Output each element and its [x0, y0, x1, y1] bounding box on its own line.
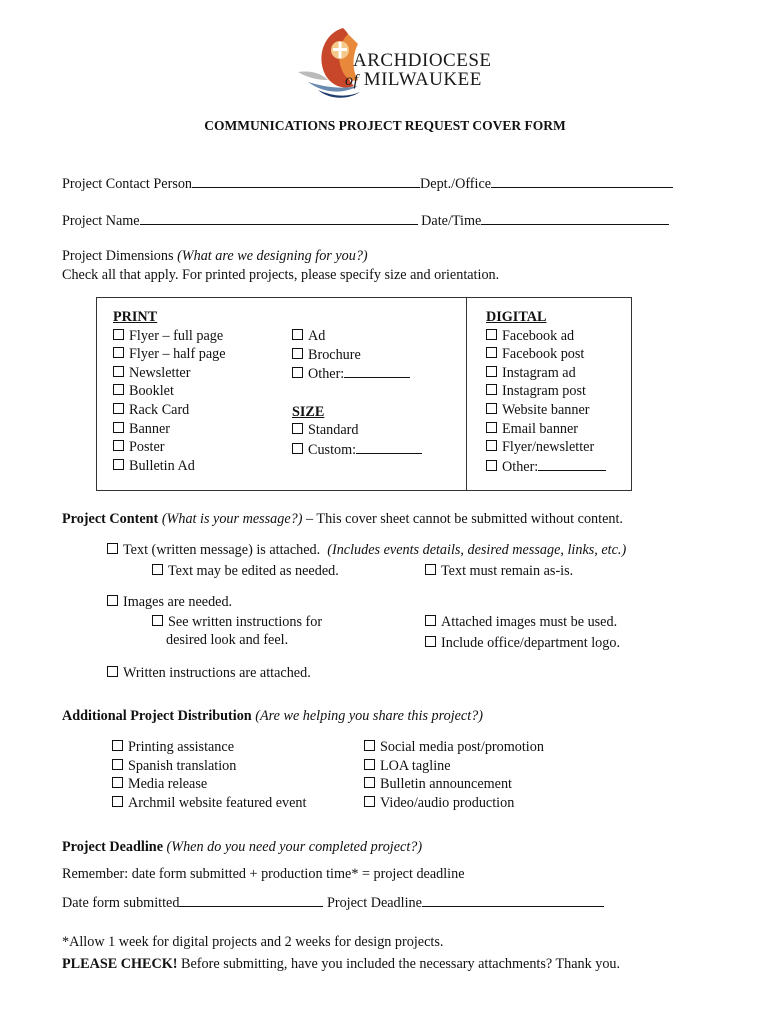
checkbox-icon[interactable]	[486, 329, 497, 340]
text-edited-item[interactable]: Text may be edited as needed.	[152, 563, 339, 580]
project-name-label: Project Name	[62, 213, 140, 229]
images-needed-item[interactable]: Images are needed.	[107, 594, 232, 611]
checkbox-item[interactable]: Archmil website featured event	[112, 794, 306, 813]
checkbox-icon[interactable]	[486, 403, 497, 414]
checkbox-item[interactable]: Facebook post	[486, 345, 606, 364]
project-name-field[interactable]	[140, 211, 418, 225]
checkbox-icon[interactable]	[364, 777, 375, 788]
date-submitted-field[interactable]	[179, 893, 323, 907]
checkbox-icon[interactable]	[112, 777, 123, 788]
checkbox-icon[interactable]	[113, 403, 124, 414]
checkbox-icon[interactable]	[112, 796, 123, 807]
checkbox-icon[interactable]	[364, 740, 375, 751]
checkbox-icon[interactable]	[364, 796, 375, 807]
distribution-left	[112, 738, 306, 812]
checkbox-item[interactable]: Facebook ad	[486, 327, 606, 346]
checkbox-icon[interactable]	[486, 384, 497, 395]
checkbox-item[interactable]: Booklet	[113, 382, 226, 401]
deadline-row	[62, 893, 604, 912]
checkbox-item[interactable]: Brochure	[292, 346, 422, 365]
checkbox-item[interactable]: Flyer – full page	[113, 327, 226, 346]
checkbox-icon[interactable]	[292, 367, 303, 378]
checkbox-item[interactable]: Flyer/newsletter	[486, 438, 606, 457]
checkbox-icon[interactable]	[107, 595, 118, 606]
date-submitted-label: Date form submitted	[62, 895, 180, 911]
checkbox-item[interactable]: Instagram ad	[486, 364, 606, 383]
content-heading: Project Content (What is your message?) – This cover sheet cannot be submitted without content.	[62, 511, 623, 527]
checkbox-icon[interactable]	[486, 347, 497, 358]
print-heading: PRINT	[113, 309, 158, 325]
project-deadline-label: Project Deadline	[326, 895, 422, 911]
checkbox-icon[interactable]	[113, 347, 124, 358]
print-column	[113, 308, 226, 475]
checkbox-item[interactable]: Ad	[292, 327, 422, 346]
dept-office-field[interactable]	[491, 174, 673, 188]
distribution-heading: Additional Project Distribution (Are we helping you share this project?)	[62, 708, 483, 724]
checkbox-icon[interactable]	[364, 759, 375, 770]
size-heading: SIZE	[292, 403, 325, 420]
logo-line2: of MILWAUKEE	[345, 69, 482, 90]
attached-images-item[interactable]: Attached images must be used.	[425, 614, 617, 631]
dept-office-label: Dept./Office	[420, 176, 492, 192]
checkbox-item[interactable]: Bulletin Ad	[113, 457, 226, 476]
checkbox-icon[interactable]	[113, 440, 124, 451]
checkbox-icon[interactable]	[486, 460, 497, 471]
checkbox-item[interactable]: Instagram post	[486, 382, 606, 401]
box-divider	[466, 297, 467, 490]
see-instructions-item[interactable]: See written instructions for	[152, 614, 322, 631]
checkbox-item[interactable]: Media release	[112, 775, 306, 794]
see-instructions-line2: desired look and feel.	[166, 632, 289, 648]
please-check-note: PLEASE CHECK! Before submitting, have you included the necessary attachments? Thank you.	[62, 956, 621, 972]
remember-text: Remember: date form submitted + production time* = project deadline	[62, 866, 465, 882]
checkbox-icon[interactable]	[107, 543, 118, 554]
digital-heading: DIGITAL	[486, 309, 547, 325]
checkbox-item[interactable]: Other:	[486, 457, 606, 477]
date-time-field[interactable]	[481, 211, 669, 225]
contact-person-field[interactable]	[192, 174, 420, 188]
text-attached-item[interactable]: Text (written message) is attached. (Includes events details, desired message, links, etc.)	[107, 542, 626, 559]
include-logo-item[interactable]: Include office/department logo.	[425, 635, 620, 652]
checkbox-icon[interactable]	[292, 443, 303, 454]
checkbox-icon[interactable]	[112, 740, 123, 751]
checkbox-icon[interactable]	[113, 422, 124, 433]
checkbox-icon[interactable]	[425, 615, 436, 626]
dimensions-heading: Project Dimensions (What are we designing for you?)	[62, 248, 368, 264]
contact-person-label: Project Contact Person	[62, 176, 193, 192]
dimensions-instruction: Check all that apply. For printed projects, please specify size and orientation.	[62, 267, 500, 283]
custom-size-field[interactable]	[356, 440, 422, 454]
checkbox-icon[interactable]	[486, 366, 497, 377]
checkbox-item[interactable]: Printing assistance	[112, 738, 306, 757]
checkbox-item[interactable]: Video/audio production	[364, 794, 544, 813]
checkbox-icon[interactable]	[152, 564, 163, 575]
checkbox-icon[interactable]	[292, 348, 303, 359]
checkbox-icon[interactable]	[113, 384, 124, 395]
print-column-2	[292, 327, 422, 460]
checkbox-icon[interactable]	[113, 459, 124, 470]
contact-person-row	[62, 174, 673, 193]
checkbox-item[interactable]: Banner	[113, 420, 226, 439]
checkbox-icon[interactable]	[113, 329, 124, 340]
checkbox-item[interactable]: Standard	[292, 421, 422, 440]
logo-line1: ARCHDIOCESE	[353, 50, 492, 71]
checkbox-icon[interactable]	[112, 759, 123, 770]
distribution-right	[364, 738, 544, 812]
checkbox-item[interactable]: Custom:	[292, 440, 422, 460]
digital-column	[486, 308, 606, 476]
checkbox-item[interactable]: Newsletter	[113, 364, 226, 383]
checkbox-item[interactable]: Rack Card	[113, 401, 226, 420]
checkbox-item[interactable]: Social media post/promotion	[364, 738, 544, 757]
checkbox-icon[interactable]	[292, 329, 303, 340]
form-title: COMMUNICATIONS PROJECT REQUEST COVER FORM	[204, 118, 566, 133]
checkbox-item[interactable]: Email banner	[486, 420, 606, 439]
allow-note: *Allow 1 week for digital projects and 2 weeks for design projects.	[62, 934, 444, 950]
written-attached-item[interactable]: Written instructions are attached.	[107, 665, 311, 682]
checkbox-icon[interactable]	[113, 366, 124, 377]
checkbox-item[interactable]: Poster	[113, 438, 226, 457]
checkbox-item[interactable]: Bulletin announcement	[364, 775, 544, 794]
checkbox-item[interactable]: Spanish translation	[112, 757, 306, 776]
checkbox-item[interactable]: Other:	[292, 364, 422, 384]
checkbox-icon[interactable]	[107, 666, 118, 677]
checkbox-icon[interactable]	[486, 440, 497, 451]
checkbox-icon[interactable]	[425, 564, 436, 575]
date-time-label: Date/Time	[421, 213, 482, 229]
digital-other-field[interactable]	[538, 457, 606, 471]
other-field[interactable]	[344, 364, 410, 378]
checkbox-item[interactable]: Website banner	[486, 401, 606, 420]
project-name-row	[62, 211, 669, 230]
checkbox-icon[interactable]	[152, 615, 163, 626]
checkbox-item[interactable]: LOA tagline	[364, 757, 544, 776]
checkbox-icon[interactable]	[486, 422, 497, 433]
checkbox-item[interactable]: Flyer – half page	[113, 345, 226, 364]
checkbox-icon[interactable]	[292, 423, 303, 434]
text-remain-item[interactable]: Text must remain as-is.	[425, 563, 573, 580]
checkbox-icon[interactable]	[425, 636, 436, 647]
project-deadline-field[interactable]	[422, 893, 604, 907]
deadline-heading: Project Deadline (When do you need your completed project?)	[62, 839, 423, 855]
